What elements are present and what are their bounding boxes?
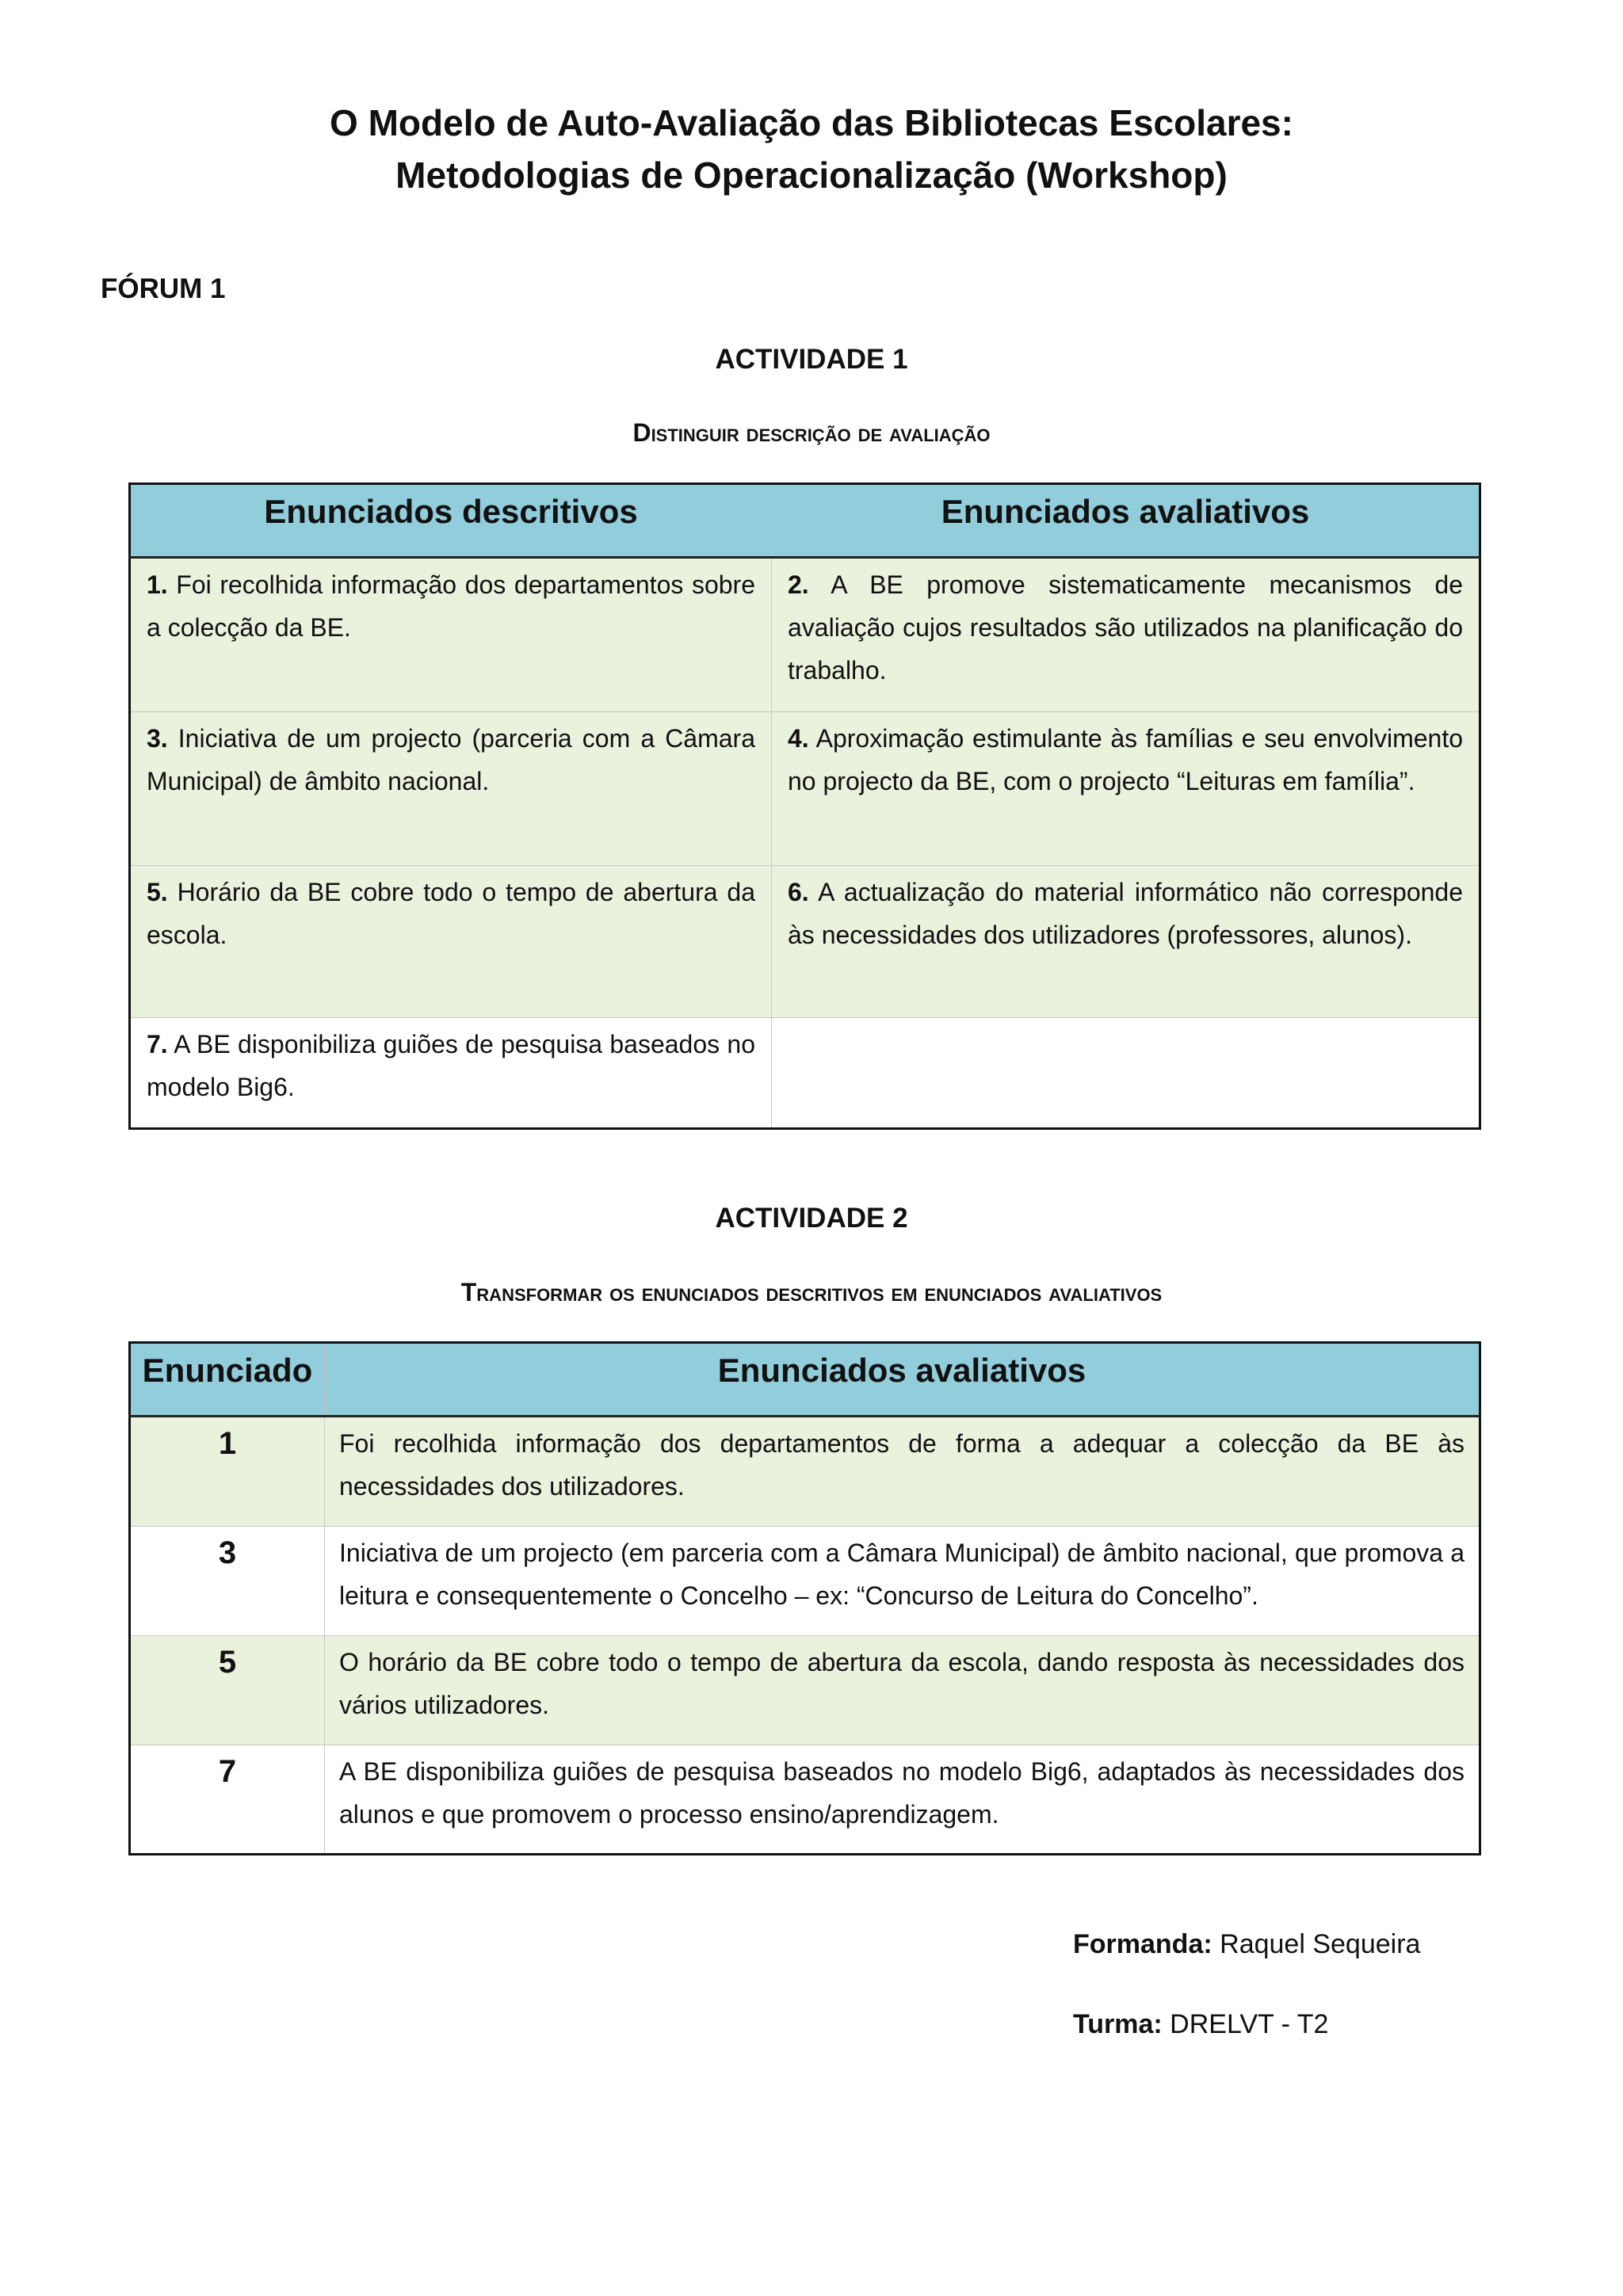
activity-2-subtitle: Transformar os enunciados descritivos em enunciados avaliativos xyxy=(460,1278,1163,1306)
table-row xyxy=(130,1745,1480,1855)
statement-number: 7. xyxy=(147,1030,168,1058)
statement-text: Horário da BE cobre todo o tempo de abertura da escola. xyxy=(147,878,756,949)
statement-text: Foi recolhida informação dos departamentos sobre a colecção da BE. xyxy=(147,570,756,642)
statement-text: A BE promove sistematicamente mecanismos de avaliação cujos resultados são utilizados na planificação do trabalho. xyxy=(788,570,1464,685)
statement-number-cell: 3 xyxy=(130,1527,325,1636)
student-name: Raquel Sequeira xyxy=(1220,1929,1421,1959)
evaluative-cell xyxy=(772,866,1480,1018)
activity-2-table xyxy=(128,1341,1481,1855)
class-line xyxy=(1073,2007,1328,2042)
descriptive-cell xyxy=(130,558,772,712)
statement-number: 2. xyxy=(788,570,809,599)
column-header-evaluative: Enunciados avaliativos xyxy=(772,484,1480,558)
evaluative-statement-cell: A BE disponibiliza guiões de pesquisa baseados no modelo Big6, adaptados às necessidades dos alunos e que promovem o processo ensino/aprendizagem. xyxy=(325,1745,1480,1855)
column-header-descriptive: Enunciados descritivos xyxy=(130,484,772,558)
table-header-row xyxy=(130,1343,1480,1417)
empty-cell xyxy=(772,1018,1480,1129)
statement-number: 3. xyxy=(147,724,168,753)
statement-text: A actualização do material informático não corresponde às necessidades dos utilizadores (professores, alunos). xyxy=(788,878,1463,949)
table-row xyxy=(130,558,1480,712)
title-line-1: O Modelo de Auto-Avaliação das Bibliotecas Escolares: xyxy=(330,102,1293,143)
table-row xyxy=(130,866,1480,1018)
activity-2-heading: ACTIVIDADE 2 xyxy=(715,1203,908,1234)
statement-number-cell: 7 xyxy=(130,1745,325,1855)
forum-heading: FÓRUM 1 xyxy=(101,273,226,304)
statement-number-cell: 5 xyxy=(130,1636,325,1745)
column-header-evaluative: Enunciados avaliativos xyxy=(325,1343,1480,1417)
activity-1-subtitle: Distinguir descrição de avaliação xyxy=(632,418,991,447)
statement-number-cell: 1 xyxy=(130,1417,325,1527)
descriptive-cell xyxy=(130,1018,772,1129)
table-row xyxy=(130,1527,1480,1636)
activity-1-heading: ACTIVIDADE 1 xyxy=(715,344,908,375)
statement-text: Iniciativa de um projecto (parceria com a Câmara Municipal) de âmbito nacional. xyxy=(147,724,756,795)
student-label: Formanda: xyxy=(1073,1929,1212,1959)
evaluative-statement-cell: Iniciativa de um projecto (em parceria com a Câmara Municipal) de âmbito nacional, que promova a leitura e consequentemente o Concelho – ex: “Concurso de Leitura do Concelho”. xyxy=(325,1527,1480,1636)
student-line xyxy=(1073,1927,1420,1962)
statement-number: 5. xyxy=(147,878,168,906)
evaluative-statement-cell: O horário da BE cobre todo o tempo de abertura da escola, dando resposta às necessidades dos vários utilizadores. xyxy=(325,1636,1480,1745)
column-header-statement: Enunciado xyxy=(130,1343,325,1417)
table-row xyxy=(130,1636,1480,1745)
table-row xyxy=(130,1018,1480,1129)
statement-number: 6. xyxy=(788,878,809,906)
class-value: DRELVT - T2 xyxy=(1170,2009,1329,2039)
statement-number: 4. xyxy=(788,724,809,753)
table-header-row xyxy=(130,484,1480,558)
document-title xyxy=(0,97,1623,201)
table-row xyxy=(130,712,1480,866)
table-row xyxy=(130,1417,1480,1527)
title-line-2: Metodologias de Operacionalização (Workshop) xyxy=(395,154,1228,196)
evaluative-cell xyxy=(772,712,1480,866)
descriptive-cell xyxy=(130,866,772,1018)
statement-text: Aproximação estimulante às famílias e seu envolvimento no projecto da BE, com o projecto “Leituras em família”. xyxy=(788,724,1463,795)
statement-text: A BE disponibiliza guiões de pesquisa baseados no modelo Big6. xyxy=(147,1030,755,1101)
statement-number: 1. xyxy=(147,570,168,599)
descriptive-cell xyxy=(130,712,772,866)
activity-1-table xyxy=(128,482,1481,1130)
evaluative-statement-cell: Foi recolhida informação dos departamentos de forma a adequar a colecção da BE às necessidades dos utilizadores. xyxy=(325,1417,1480,1527)
class-label: Turma: xyxy=(1073,2009,1163,2039)
evaluative-cell xyxy=(772,558,1480,712)
